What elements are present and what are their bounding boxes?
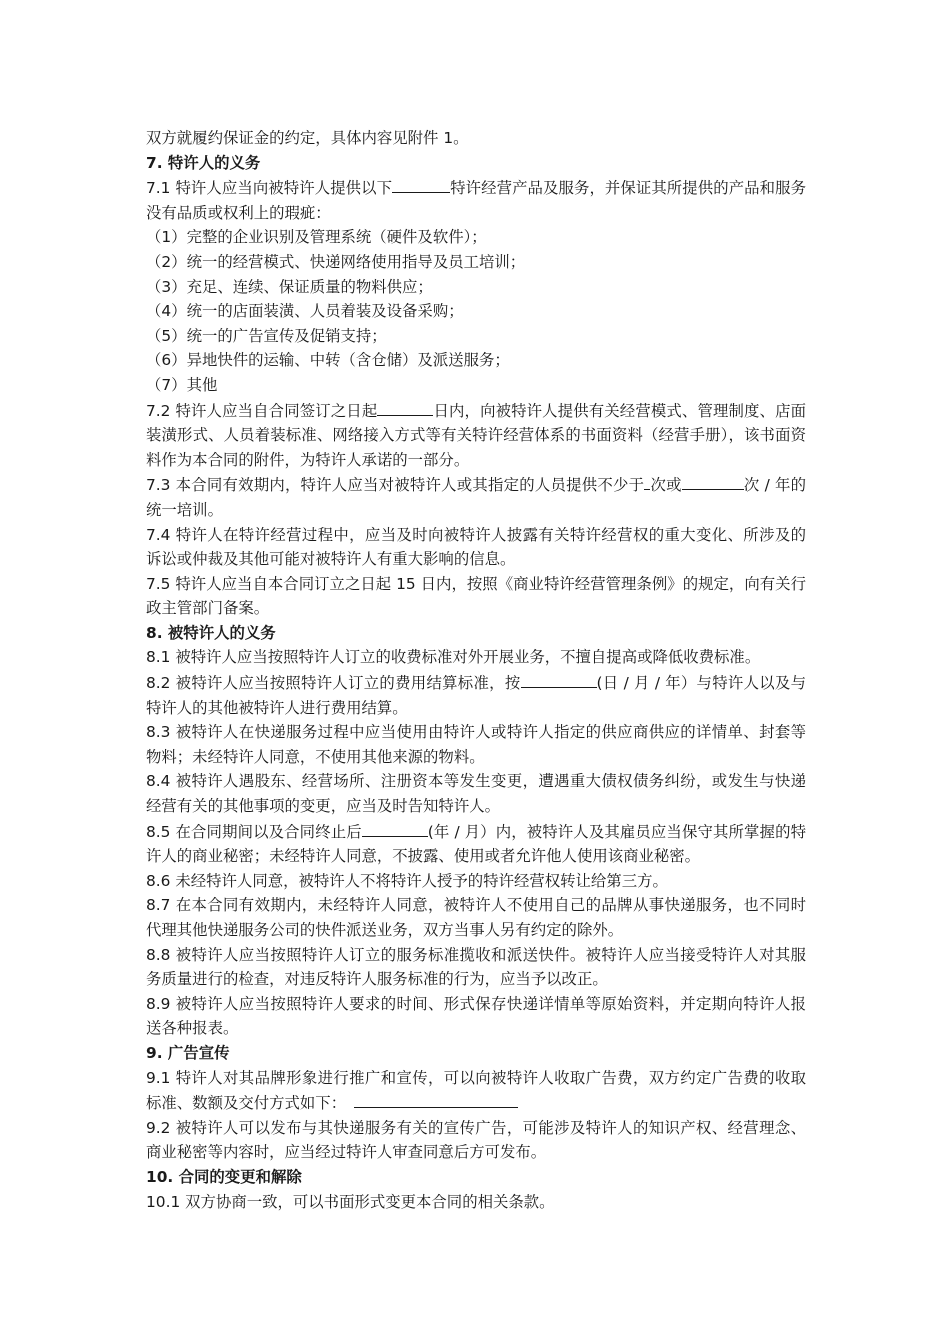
blank-7-1[interactable]	[392, 175, 450, 193]
list-item-4: （4）统一的店面装潢、人员着装及设备采购；	[146, 302, 464, 321]
clause-8-4: 8.4 被特许人遇股东、经营场所、注册资本等发生变更，遭遇重大债权债务纠纷，或发生与快递经营有关的其他事项的变更，应当及时告知特许人。	[146, 772, 806, 816]
blank-7-2[interactable]	[377, 398, 433, 416]
clause-7-2-part-2: 日内，向被特许人提供有关经营模式、管理制度、店面装潢形式、人员着装标准、网络接入方式等有关特许经营体系的书面资料（经营手册），该书面资料作为本合同的附件，为特许人承诺的一部分。	[146, 401, 806, 469]
clause-8-1: 8.1 被特许人应当按照特许人订立的收费标准对外开展业务，不擅自提高或降低收费标准。	[146, 648, 761, 667]
clause-8-6: 8.6 未经特许人同意，被特许人不将特许人授予的特许经营权转让给第三方。	[146, 871, 668, 890]
clause-8-8: 8.8 被特许人应当按照特许人订立的服务标准揽收和派送快件。被特许人应当接受特许人对其服务质量进行的检查，对违反特许人服务标准的行为，应当予以改正。	[146, 945, 806, 989]
clause-8-5	[146, 819, 806, 869]
heading-section-7: 7. 特许人的义务	[146, 153, 261, 172]
blank-8-2[interactable]	[521, 670, 597, 688]
list-item-6: （6）异地快件的运输、中转（含仓储）及派送服务；	[146, 351, 510, 370]
clause-8-9: 8.9 被特许人应当按照特许人要求的时间、形式保存快递详情单等原始资料，并定期向特许人报送各种报表。	[146, 994, 806, 1038]
document-page	[146, 126, 806, 1214]
heading-section-9: 9. 广告宣传	[146, 1043, 230, 1062]
list-item-3: （3）充足、连续、保证质量的物料供应；	[146, 277, 433, 296]
blank-7-3-b[interactable]	[682, 472, 744, 490]
clause-7-1-part-1: 7.1 特许人应当向被特许人提供以下	[146, 179, 393, 198]
list-item-1: （1）完整的企业识别及管理系统（硬件及软件）；	[146, 228, 487, 247]
blank-8-5[interactable]	[362, 819, 428, 837]
clause-8-2-part-2: (日 / 月 / 年）与特许人以及与特许人的其他被特许人进行费用结算。	[146, 674, 806, 717]
blank-9-1[interactable]	[354, 1090, 518, 1108]
clause-9-1	[146, 1066, 806, 1116]
clause-8-2-part-1: 8.2 被特许人应当按照特许人订立的费用结算标准，按	[146, 674, 521, 693]
clause-9-2: 9.2 被特许人可以发布与其快递服务有关的宣传广告，可能涉及特许人的知识产权、经营理念、商业秘密等内容时，应当经过特许人审查同意后方可发布。	[146, 1118, 806, 1162]
list-item-5: （5）统一的广告宣传及促销支持；	[146, 326, 387, 345]
clause-8-5-part-2: (年 / 月）内，被特许人及其雇员应当保守其所掌握的特许人的商业秘密；未经特许人同意，不披露、使用或者允许他人使用该商业秘密。	[146, 822, 806, 866]
list-item-2: （2）统一的经营模式、快递网络使用指导及员工培训；	[146, 252, 526, 271]
paragraph-deposit: 双方就履约保证金的约定，具体内容见附件 1。	[146, 129, 469, 147]
heading-section-8: 8. 被特许人的义务	[146, 623, 276, 642]
clause-9-1-text: 9.1 特许人对其品牌形象进行推广和宣传，可以向被特许人收取广告费，双方约定广告费的收取标准、数额及交付方式如下：	[146, 1068, 806, 1113]
clause-7-3	[146, 472, 806, 522]
clause-7-1	[146, 175, 806, 225]
heading-section-10: 10. 合同的变更和解除	[146, 1167, 302, 1186]
clause-7-3-part-2: 次或	[650, 476, 682, 495]
clause-7-2	[146, 398, 806, 473]
clause-7-3-part-3: 次 / 年的统一培训。	[146, 476, 806, 519]
clause-7-3-part-1: 7.3 本合同有效期内，特许人应当对被特许人或其指定的人员提供不少于	[146, 476, 645, 495]
clause-10-1: 10.1 双方协商一致，可以书面形式变更本合同的相关条款。	[146, 1192, 555, 1211]
clause-7-1-part-2: 特许经营产品及服务，并保证其所提供的产品和服务没有品质或权利上的瑕疵：	[146, 179, 806, 222]
clause-7-5: 7.5 特许人应当自本合同订立之日起 15 日内，按照《商业特许经营管理条例》的规定，向有关行政主管部门备案。	[146, 574, 806, 618]
list-item-7: （7）其他	[146, 375, 218, 394]
clause-7-4: 7.4 特许人在特许经营过程中，应当及时向被特许人披露有关特许经营权的重大变化、所涉及的诉讼或仲裁及其他可能对被特许人有重大影响的信息。	[146, 525, 806, 569]
clause-8-7: 8.7 在本合同有效期内，未经特许人同意，被特许人不使用自己的品牌从事快递服务，也不同时代理其他快递服务公司的快件派送业务，双方当事人另有约定的除外。	[146, 896, 806, 939]
clause-8-3: 8.3 被特许人在快递服务过程中应当使用由特许人或特许人指定的供应商供应的详情单、封套等物料；未经特许人同意，不使用其他来源的物料。	[146, 723, 806, 766]
clause-8-5-part-1: 8.5 在合同期间以及合同终止后	[146, 822, 362, 841]
clause-7-2-part-1: 7.2 特许人应当自合同签订之日起	[146, 401, 378, 420]
clause-8-2	[146, 670, 806, 720]
